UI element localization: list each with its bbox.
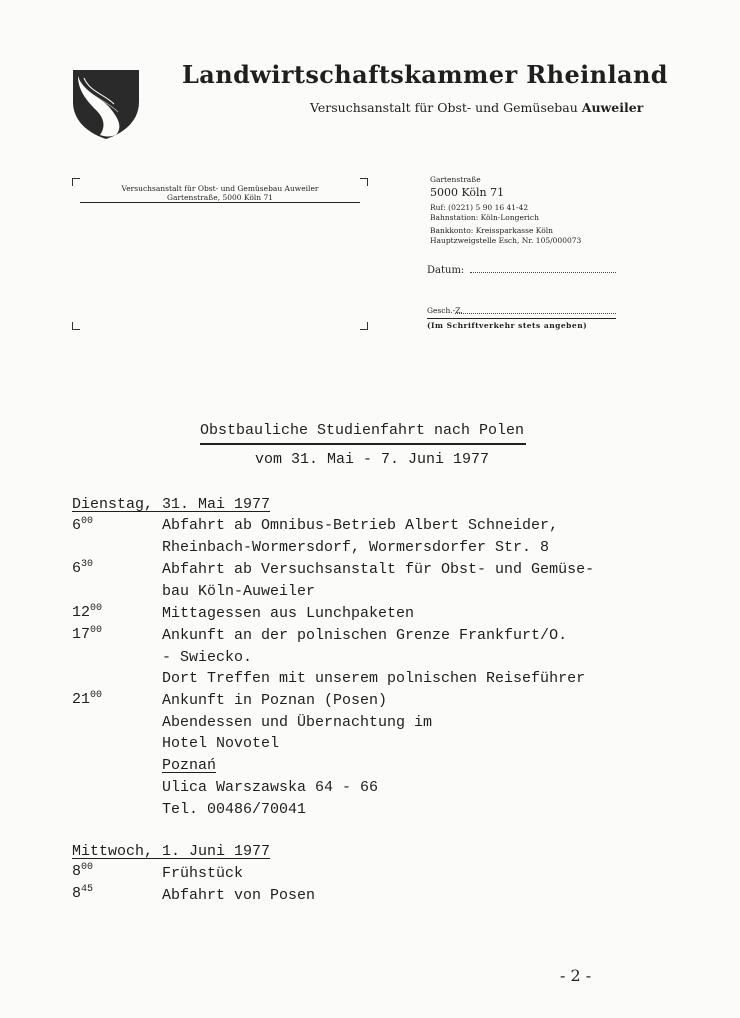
institute-subtitle	[310, 100, 643, 115]
schedule-line: - Swiecko.	[162, 649, 253, 666]
address-window-corner-bottom-left	[72, 322, 80, 330]
day-heading: Dienstag, 31. Mai 1977	[72, 496, 271, 513]
address-bank-branch: Hauptzweigstelle Esch, Nr. 105/000073	[430, 236, 582, 245]
schedule-line: Frühstück	[162, 865, 244, 882]
institute-prefix: Versuchsanstalt für Obst- und Gemüsebau	[310, 100, 578, 115]
page-number: - 2 -	[560, 966, 592, 985]
address-city: 5000 Köln 71	[430, 186, 505, 199]
time-label: $6^{00}$	[72, 516, 94, 534]
time-label: $8^{45}$	[72, 884, 94, 902]
reference-divider	[427, 318, 616, 319]
address-window-corner-top-right	[360, 178, 368, 186]
reference-field	[455, 313, 616, 314]
schedule-line: Tel. 00486/70041	[162, 801, 307, 818]
address-street: Gartenstraße	[430, 175, 481, 184]
schedule-line: Dort Treffen mit unserem polnischen Reiseführer	[162, 670, 586, 687]
sender-divider	[80, 202, 360, 203]
schedule-line: Abendessen und Übernachtung im	[162, 714, 433, 731]
address-bank: Bankkonto: Kreissparkasse Köln	[430, 226, 553, 235]
reference-note: (Im Schriftverkehr stets angeben)	[427, 321, 588, 330]
time-label: $6^{30}$	[72, 559, 94, 577]
schedule-line: Ankunft in Poznan (Posen)	[162, 692, 388, 709]
sender-line	[80, 184, 360, 202]
reference-label: Gesch.-Z.	[427, 306, 463, 315]
address-window-corner-top-left	[72, 178, 80, 186]
datum-field	[470, 272, 616, 273]
schedule-line: Hotel Novotel	[162, 735, 280, 752]
institute-place: Auweiler	[581, 100, 644, 115]
schedule-line: Abfahrt ab Versuchsanstalt für Obst- und Gemüse-	[162, 561, 595, 578]
datum-label: Datum:	[427, 265, 465, 276]
day-heading: Mittwoch, 1. Juni 1977	[72, 843, 271, 860]
coat-of-arms-icon	[70, 68, 142, 140]
time-label: $12^{00}$	[72, 603, 103, 621]
title-underline	[200, 443, 526, 445]
schedule-line: Ulica Warszawska 64 - 66	[162, 779, 379, 796]
sender-line-2: Gartenstraße, 5000 Köln 71	[166, 193, 273, 202]
schedule-line: bau Köln-Auweiler	[162, 583, 316, 600]
document-title: Obstbauliche Studienfahrt nach Polen	[200, 422, 525, 439]
schedule-line: Ankunft an der polnischen Grenze Frankfurt/O.	[162, 627, 568, 644]
time-label: $17^{00}$	[72, 625, 103, 643]
schedule-line: Abfahrt von Posen	[162, 887, 316, 904]
sender-line-1: Versuchsanstalt für Obst- und Gemüsebau Auweiler	[121, 184, 319, 193]
time-label: $8^{00}$	[72, 862, 94, 880]
organization-title: Landwirtschaftskammer Rheinland	[182, 60, 668, 89]
schedule-line: Rheinbach-Wormersdorf, Wormersdorfer Str. 8	[162, 539, 550, 556]
address-window-corner-bottom-right	[360, 322, 368, 330]
time-label: $21^{00}$	[72, 690, 103, 708]
schedule-line: Abfahrt ab Omnibus-Betrieb Albert Schneider,	[162, 517, 559, 534]
schedule-line: Mittagessen aus Lunchpaketen	[162, 605, 415, 622]
document-dates: vom 31. Mai - 7. Juni 1977	[255, 451, 490, 468]
address-phone: Ruf: (0221) 5 90 16 41-42	[430, 203, 529, 212]
schedule-line: Poznań	[162, 757, 217, 774]
address-station: Bahnstation: Köln-Longerich	[430, 213, 539, 222]
